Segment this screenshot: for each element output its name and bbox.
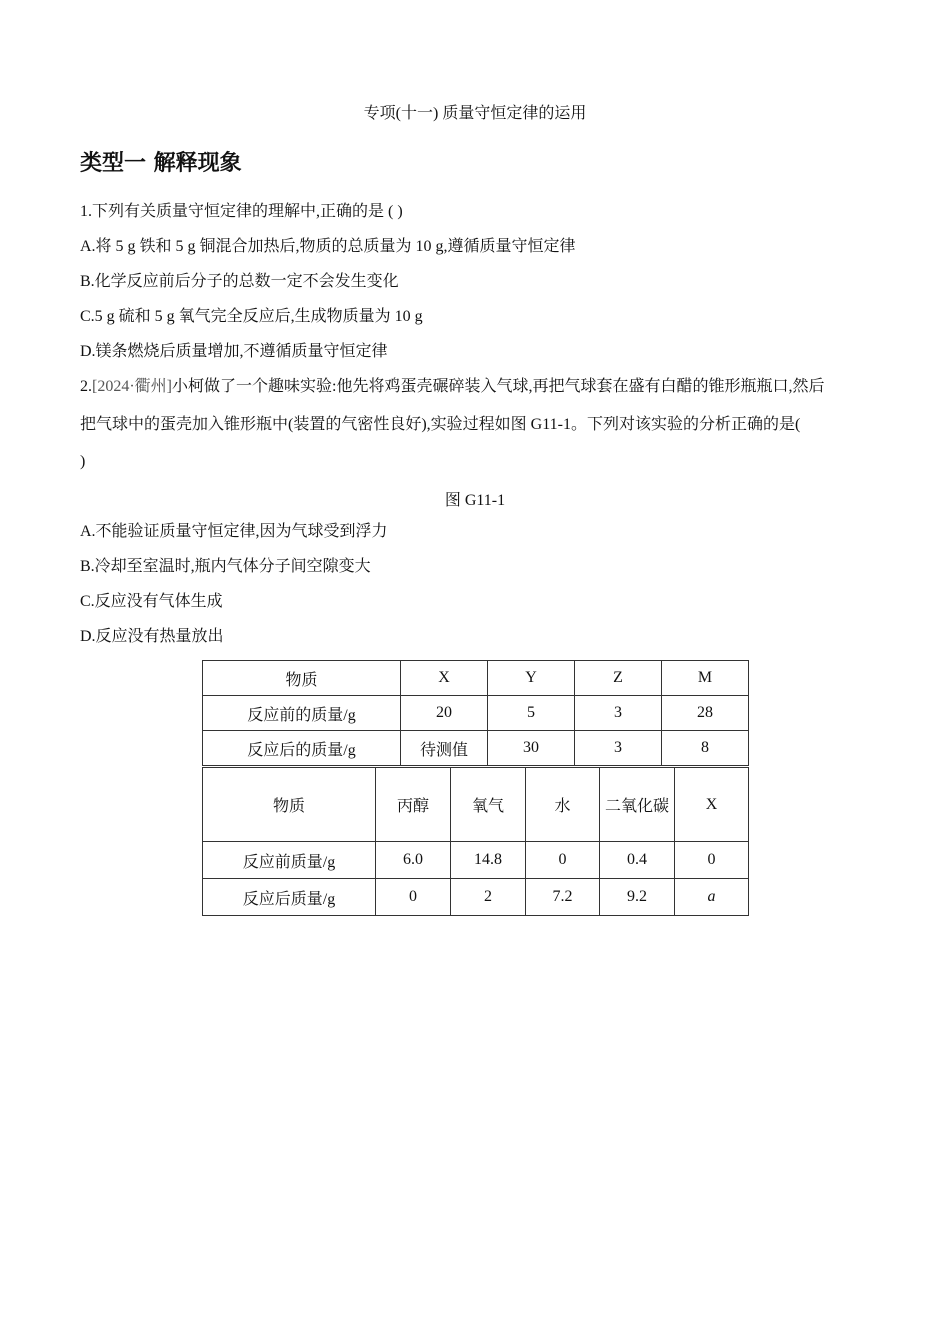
table-cell: 物质 <box>203 661 401 696</box>
table-cell: Y <box>488 661 575 696</box>
table-cell: 0 <box>675 842 749 879</box>
table-cell: 14.8 <box>451 842 526 879</box>
question-1-option-a: A.将 5 g 铁和 5 g 铜混合加热后,物质的总质量为 10 g,遵循质量守恒定律 <box>80 238 576 255</box>
mass-table-2 <box>202 767 749 916</box>
table-cell: X <box>401 661 488 696</box>
question-1-stem: 1.下列有关质量守恒定律的理解中,正确的是 ( ) <box>80 203 403 220</box>
table-cell: 5 <box>488 696 575 731</box>
table-cell: 30 <box>488 731 575 766</box>
figure-caption: 图 G11-1 <box>444 492 506 509</box>
question-2-option-a: A.不能验证质量守恒定律,因为气球受到浮力 <box>80 523 388 540</box>
page-title: 专项(十一) 质量守恒定律的运用 <box>363 105 587 122</box>
table-cell: 反应前质量/g <box>203 842 376 879</box>
table-cell: 反应后的质量/g <box>203 731 401 766</box>
table-cell: 待测值 <box>401 731 488 766</box>
table-cell: 9.2 <box>600 879 675 916</box>
table-cell: 28 <box>662 696 749 731</box>
table-cell: 氧气 <box>451 768 526 842</box>
question-2-option-d: D.反应没有热量放出 <box>80 628 224 645</box>
table-cell: a <box>675 879 749 916</box>
table-cell: 7.2 <box>526 879 600 916</box>
table-cell: 8 <box>662 731 749 766</box>
question-1-option-b: B.化学反应前后分子的总数一定不会发生变化 <box>80 273 399 290</box>
table-cell: 0 <box>376 879 451 916</box>
table-cell: 水 <box>526 768 600 842</box>
table-cell: 物质 <box>203 768 376 842</box>
table-cell: 二氧化碳 <box>600 768 675 842</box>
question-2-option-b: B.冷却至室温时,瓶内气体分子间空隙变大 <box>80 558 371 575</box>
table-cell: 2 <box>451 879 526 916</box>
question-2-stem-text: 小柯做了一个趣味实验:他先将鸡蛋壳碾碎装入气球,再把气球套在盛有白醋的锥形瓶瓶口,然后 <box>172 378 825 395</box>
table-cell: M <box>662 661 749 696</box>
table-row <box>203 879 749 916</box>
table-row <box>203 842 749 879</box>
table-cell: 反应前的质量/g <box>203 696 401 731</box>
table-row <box>203 696 749 731</box>
table-cell: 20 <box>401 696 488 731</box>
section-heading: 类型一 解释现象 <box>80 151 242 176</box>
question-1-option-d: D.镁条燃烧后质量增加,不遵循质量守恒定律 <box>80 343 388 360</box>
question-2-stem-line-1 <box>80 376 824 398</box>
question-2-stem-line-3: ) <box>80 453 86 470</box>
question-2-option-c: C.反应没有气体生成 <box>80 593 223 610</box>
question-2-source: [2024·衢州] <box>92 378 172 395</box>
table-row <box>203 768 749 842</box>
question-2-number: 2. <box>80 378 92 395</box>
table-cell: Z <box>575 661 662 696</box>
table-cell: 6.0 <box>376 842 451 879</box>
table-cell: 反应后质量/g <box>203 879 376 916</box>
table-cell: 3 <box>575 731 662 766</box>
table-cell: 丙醇 <box>376 768 451 842</box>
table-cell: 3 <box>575 696 662 731</box>
table-cell: X <box>675 768 749 842</box>
table-row <box>203 661 749 696</box>
table-cell: 0 <box>526 842 600 879</box>
question-2-stem-line-2: 把气球中的蛋壳加入锥形瓶中(装置的气密性良好),实验过程如图 G11-1。下列对该实验的分析正确的是( <box>80 416 801 433</box>
table-cell: 0.4 <box>600 842 675 879</box>
mass-table-1 <box>202 660 749 766</box>
table-row <box>203 731 749 766</box>
question-1-option-c: C.5 g 硫和 5 g 氧气完全反应后,生成物质量为 10 g <box>80 308 423 325</box>
